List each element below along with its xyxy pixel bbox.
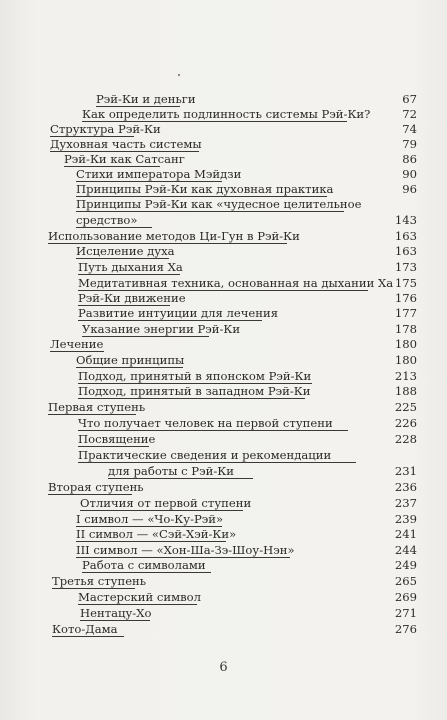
toc-entry-page: 226	[394, 416, 417, 430]
toc-entry-page: 228	[394, 432, 417, 446]
toc-entry-title: Практические сведения и рекомендации	[78, 448, 332, 462]
toc-entry-underline	[52, 636, 124, 637]
toc-entry-page: 178	[394, 322, 417, 336]
toc-entry-title: Исцеление духа	[76, 244, 175, 258]
toc-entry-title: Подход, принятый в японском Рэй-Ки	[78, 369, 312, 383]
toc-entry-page: 180	[394, 337, 417, 351]
toc-entry-underline	[78, 604, 197, 605]
toc-entry-page: 241	[394, 527, 417, 541]
toc-entry-page: 276	[394, 622, 417, 636]
toc-entry-title: для работы с Рэй-Ки	[108, 464, 234, 478]
toc-entry-page: 72	[402, 107, 417, 121]
toc-entry-title: Подход, принятый в западном Рэй-Ки	[78, 384, 311, 398]
toc-entry-underline	[78, 430, 348, 431]
toc-entry-underline	[48, 494, 132, 495]
toc-entry-title: Посвящение	[78, 432, 156, 446]
toc-entry-page: 86	[402, 152, 417, 166]
toc-entry-title: Рэй-Ки и деньги	[96, 92, 196, 106]
toc-entry-title: средство»	[76, 213, 138, 227]
toc-entry-underline	[52, 588, 135, 589]
toc-entry-underline	[50, 351, 104, 352]
toc-entry-title: Вторая ступень	[48, 480, 144, 494]
toc-entry-page: 265	[394, 574, 417, 588]
toc-entry-underline	[76, 367, 183, 368]
toc-entry-underline	[78, 398, 305, 399]
toc-entry-underline	[76, 541, 226, 542]
toc-entry-underline	[78, 274, 180, 275]
toc-entry-page: 96	[402, 182, 417, 196]
toc-entry-underline	[78, 462, 356, 463]
toc-entry-page: 163	[394, 244, 417, 258]
page-number: 6	[219, 660, 228, 675]
toc-entry-title: I символ — «Чо-Ку-Рэй»	[76, 512, 224, 526]
toc-entry-page: 90	[402, 167, 417, 181]
toc-entry-title: Медитативная техника, основанная на дыхании Ха	[78, 276, 394, 290]
toc-entry-title: Принципы Рэй-Ки как «чудесное целительное	[76, 197, 362, 211]
toc-entry-title: III символ — «Хон-Ша-Зэ-Шоу-Нэн»	[76, 543, 295, 557]
toc-entry-page: 244	[394, 543, 417, 557]
toc-entry-title: II символ — «Сэй-Хэй-Ки»	[76, 527, 237, 541]
toc-entry-page: 225	[394, 400, 417, 414]
toc-entry-page: 239	[394, 512, 417, 526]
toc-entry-page: 176	[394, 291, 417, 305]
toc-entry-title: Работа с символами	[82, 558, 206, 572]
toc-entry-title: Рэй-Ки движение	[78, 291, 186, 305]
toc-entry-page: 269	[394, 590, 417, 604]
toc-entry-title: Стихи императора Мэйдзи	[76, 167, 242, 181]
toc-entry-underline	[76, 211, 344, 212]
toc-entry-title: Развитие интуиции для лечения	[78, 306, 279, 320]
toc-entry-page: 163	[394, 229, 417, 243]
toc-entry-underline	[80, 620, 150, 621]
toc-entry-title: Путь дыхания Ха	[78, 260, 183, 274]
toc-entry-title: Лечение	[50, 337, 104, 351]
toc-entry-title: Первая ступень	[48, 400, 146, 414]
toc-entry-underline	[82, 572, 211, 573]
toc-entry-underline	[76, 227, 152, 228]
toc-entry-page: 249	[394, 558, 417, 572]
toc-entry-title: Что получает человек на первой ступени	[78, 416, 333, 430]
toc-entry-page: 173	[394, 260, 417, 274]
toc-entry-title: Мастерский символ	[78, 590, 201, 604]
toc-entry-title: Принципы Рэй-Ки как духовная практика	[76, 182, 334, 196]
toc-entry-underline	[76, 258, 169, 259]
toc-entry-underline	[78, 446, 149, 447]
toc-entry-page: 180	[394, 353, 417, 367]
toc-entry-page: 236	[394, 480, 417, 494]
toc-entry-title: Структура Рэй-Ки	[50, 122, 161, 136]
toc-entry-page: 177	[394, 306, 417, 320]
toc-entry-page: 143	[394, 213, 417, 227]
toc-entry-page: 74	[402, 122, 417, 136]
toc-entry-page: 213	[394, 369, 417, 383]
toc-entry-page: 271	[394, 606, 417, 620]
toc-entry-title: Рэй-Ки как Сатсанг	[64, 152, 185, 166]
toc-entry-page: 175	[394, 276, 417, 290]
toc-entry-title: Использование методов Ци-Гун в Рэй-Ки	[48, 229, 300, 243]
toc-entry-page: 79	[402, 137, 417, 151]
toc-entry-title: Кото-Дама	[52, 622, 118, 636]
toc-entry-page: 237	[394, 496, 417, 510]
toc-entry-title: Общие принципы	[76, 353, 185, 367]
toc-entry-underline	[80, 510, 243, 511]
toc-entry-title: Духовная часть системы	[50, 137, 202, 151]
toc-entry-title: Указание энергии Рэй-Ки	[82, 322, 241, 336]
toc-entry-title: Как определить подлинность системы Рэй-Ки?	[82, 107, 371, 121]
toc-entry-underline	[78, 320, 262, 321]
toc-entry-underline	[48, 414, 136, 415]
toc-entry-underline	[108, 478, 253, 479]
toc-entry-page: 231	[394, 464, 417, 478]
toc-entry-title: Третья ступень	[52, 574, 147, 588]
toc-entry-title: Отличия от первой ступени	[80, 496, 252, 510]
toc-entry-page: 67	[402, 92, 417, 106]
toc-entry-title: Нентацу-Хо	[80, 606, 152, 620]
toc-entry-page: 188	[394, 384, 417, 398]
